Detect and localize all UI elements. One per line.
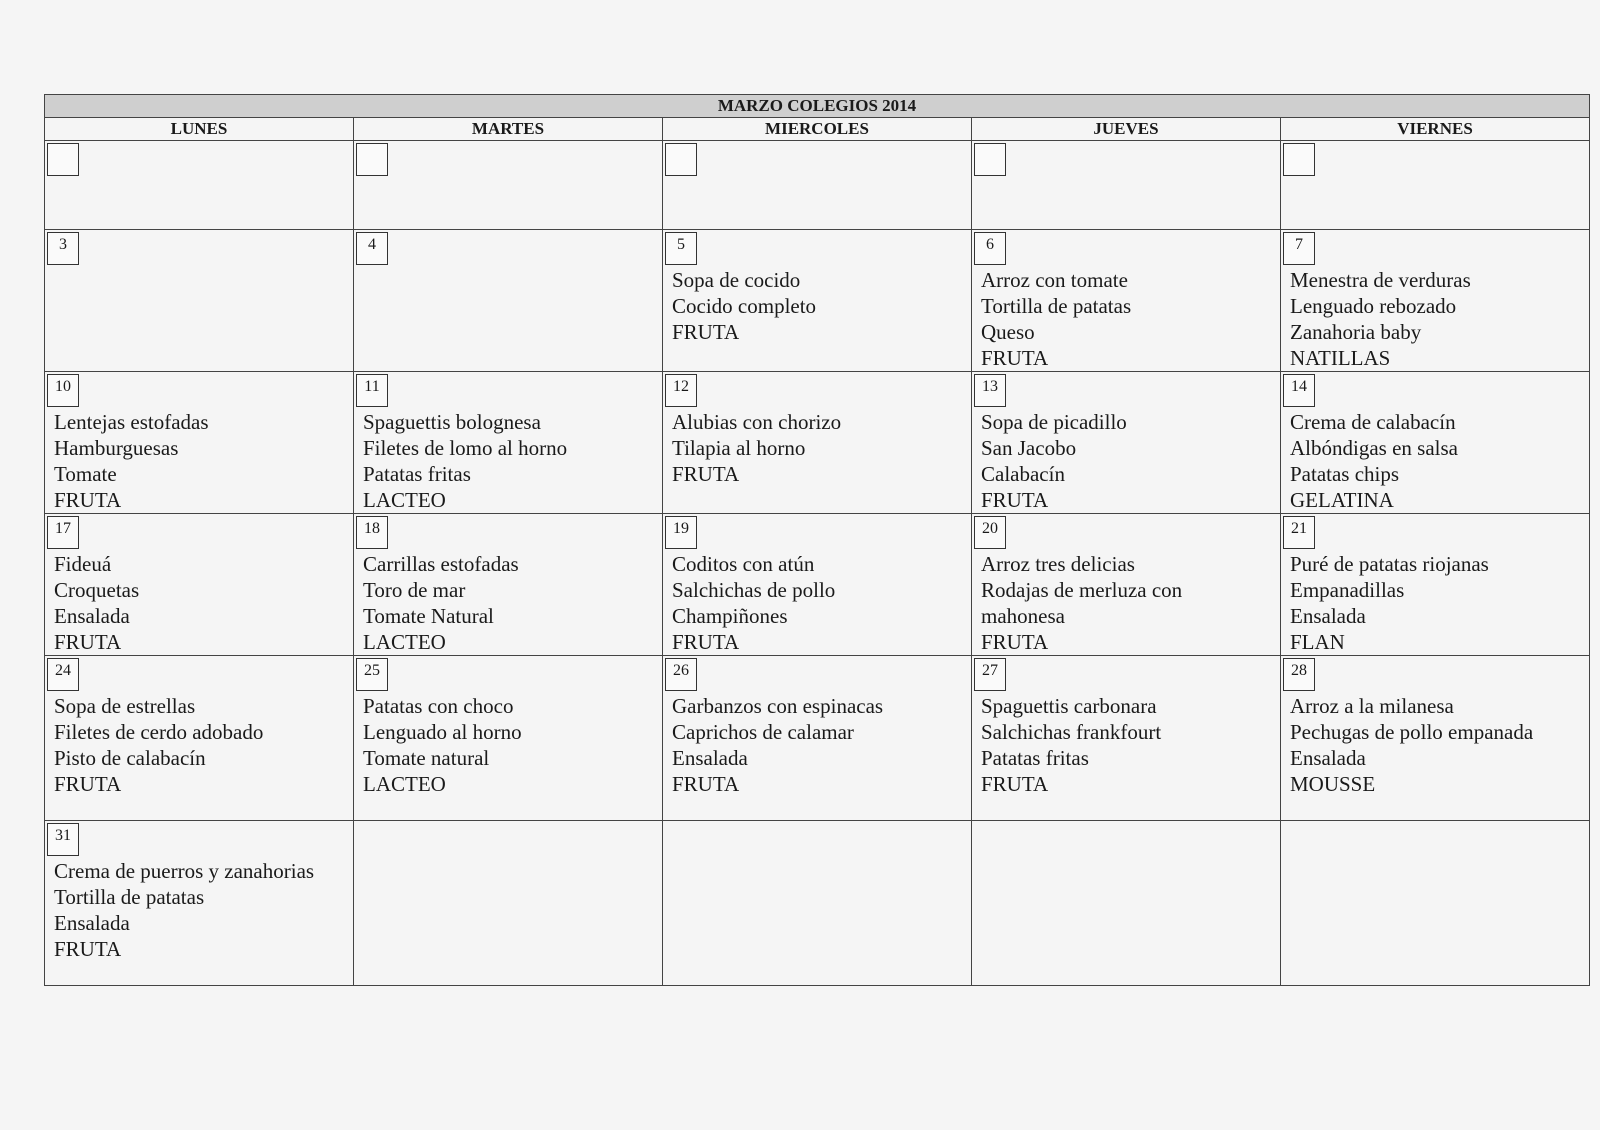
day-cell	[45, 372, 354, 514]
date-number-box: 24	[47, 658, 79, 691]
dish-item: FRUTA	[54, 630, 122, 654]
date-number-box: 31	[47, 823, 79, 856]
date-number-box: 20	[974, 516, 1006, 549]
dish-list	[981, 409, 1280, 513]
dish-item: Spaguettis bolognesa	[363, 410, 541, 434]
empty-cell	[972, 821, 1281, 986]
dish-list	[672, 693, 971, 797]
dish-item: Lenguado rebozado	[1290, 294, 1457, 318]
date-number-box: 21	[1283, 516, 1315, 549]
day-cell	[1281, 656, 1590, 821]
dish-item: Alubias con chorizo	[672, 410, 842, 434]
day-cell	[663, 656, 972, 821]
date-number-box: 10	[47, 374, 79, 407]
day-cell	[663, 372, 972, 514]
date-number-box: 11	[356, 374, 388, 407]
dish-list	[981, 267, 1280, 371]
dish-item: Salchichas de pollo	[672, 578, 836, 602]
day-cell	[45, 230, 354, 372]
day-cell	[1281, 514, 1590, 656]
dish-item: Arroz tres delicias	[981, 552, 1135, 576]
date-number-box: 25	[356, 658, 388, 691]
dish-item: Croquetas	[54, 578, 140, 602]
calendar-body	[45, 141, 1590, 986]
date-number-box: 4	[356, 232, 388, 265]
dish-list	[54, 551, 353, 655]
dish-item: MOUSSE	[1290, 772, 1376, 796]
day-cell	[972, 372, 1281, 514]
date-number-box: 28	[1283, 658, 1315, 691]
dish-list	[1290, 267, 1589, 371]
day-cell	[354, 656, 663, 821]
dish-item: Arroz a la milanesa	[1290, 694, 1454, 718]
dish-list	[672, 267, 971, 345]
dish-item: Zanahoria baby	[1290, 320, 1422, 344]
day-cell	[663, 141, 972, 230]
day-cell	[663, 514, 972, 656]
date-number-box	[1283, 143, 1315, 176]
calendar-title: MARZO COLEGIOS 2014	[45, 95, 1590, 118]
menu-calendar-table	[44, 94, 1590, 986]
dish-item: Albóndigas en salsa	[1290, 436, 1458, 460]
date-number-box: 18	[356, 516, 388, 549]
dish-list	[981, 693, 1280, 797]
dish-item: Spaguettis carbonara	[981, 694, 1157, 718]
date-number-box: 5	[665, 232, 697, 265]
dish-item: Champiñones	[672, 604, 788, 628]
dish-item: Fideuá	[54, 552, 112, 576]
empty-cell	[1281, 821, 1590, 986]
day-cell	[354, 372, 663, 514]
dish-item: FRUTA	[981, 488, 1049, 512]
dish-item: Empanadillas	[1290, 578, 1405, 602]
week-row	[45, 821, 1590, 986]
dish-item: mahonesa	[981, 604, 1065, 628]
dish-item: FRUTA	[54, 772, 122, 796]
date-number-box: 27	[974, 658, 1006, 691]
dish-item: Caprichos de calamar	[672, 720, 854, 744]
date-number-box: 13	[974, 374, 1006, 407]
date-number-box: 17	[47, 516, 79, 549]
day-header-viernes: VIERNES	[1281, 118, 1590, 141]
date-number-box	[665, 143, 697, 176]
dish-item: NATILLAS	[1290, 346, 1391, 370]
dish-item: Tomate natural	[363, 746, 490, 770]
dish-item: Lenguado al horno	[363, 720, 522, 744]
dish-item: FRUTA	[981, 630, 1049, 654]
dish-list	[54, 409, 353, 513]
dish-item: Ensalada	[1290, 604, 1366, 628]
date-number-box: 12	[665, 374, 697, 407]
date-number-box: 6	[974, 232, 1006, 265]
dish-item: GELATINA	[1290, 488, 1394, 512]
dish-item: Hamburguesas	[54, 436, 179, 460]
date-number-box	[356, 143, 388, 176]
date-number-box: 7	[1283, 232, 1315, 265]
dish-list	[1290, 551, 1589, 655]
dish-item: Salchichas frankfourt	[981, 720, 1162, 744]
dish-item: LACTEO	[363, 488, 446, 512]
dish-item: Tomate Natural	[363, 604, 494, 628]
dish-item: FRUTA	[672, 630, 740, 654]
dish-item: Cocido completo	[672, 294, 817, 318]
dish-item: Toro de mar	[363, 578, 466, 602]
dish-item: Rodajas de merluza con	[981, 578, 1183, 602]
date-number-box: 14	[1283, 374, 1315, 407]
dish-item: LACTEO	[363, 630, 446, 654]
dish-list	[363, 409, 662, 513]
date-number-box: 19	[665, 516, 697, 549]
day-cell	[663, 230, 972, 372]
dish-list	[54, 858, 353, 962]
dish-list	[363, 693, 662, 797]
dish-list	[672, 551, 971, 655]
day-header-jueves: JUEVES	[972, 118, 1281, 141]
dish-item: Crema de puerros y zanahorias	[54, 859, 315, 883]
date-number-box	[47, 143, 79, 176]
dish-item: Arroz con tomate	[981, 268, 1128, 292]
day-cell	[45, 514, 354, 656]
dish-item: Queso	[981, 320, 1035, 344]
day-header-miercoles: MIERCOLES	[663, 118, 972, 141]
week-row	[45, 141, 1590, 230]
dish-item: Sopa de estrellas	[54, 694, 196, 718]
dish-item: Ensalada	[1290, 746, 1366, 770]
dish-item: Menestra de verduras	[1290, 268, 1471, 292]
dish-item: Tilapia al horno	[672, 436, 806, 460]
dish-item: Coditos con atún	[672, 552, 815, 576]
dish-item: Tortilla de patatas	[54, 885, 205, 909]
week-row	[45, 230, 1590, 372]
dish-item: Filetes de lomo al horno	[363, 436, 568, 460]
dish-item: San Jacobo	[981, 436, 1077, 460]
day-cell	[972, 141, 1281, 230]
dish-item: Puré de patatas riojanas	[1290, 552, 1489, 576]
dish-item: Pechugas de pollo empanada	[1290, 720, 1534, 744]
dish-item: Ensalada	[672, 746, 748, 770]
date-number-box: 26	[665, 658, 697, 691]
dish-item: LACTEO	[363, 772, 446, 796]
dish-item: FRUTA	[672, 462, 740, 486]
day-cell	[354, 230, 663, 372]
empty-cell	[354, 821, 663, 986]
day-cell	[972, 656, 1281, 821]
dish-item: Tomate	[54, 462, 117, 486]
day-cell	[1281, 230, 1590, 372]
empty-cell	[663, 821, 972, 986]
dish-item: Sopa de cocido	[672, 268, 801, 292]
day-cell	[354, 141, 663, 230]
dish-list	[981, 551, 1280, 655]
dish-item: FRUTA	[672, 320, 740, 344]
day-cell	[45, 821, 354, 986]
dish-item: Garbanzos con espinacas	[672, 694, 884, 718]
dish-item: Ensalada	[54, 604, 130, 628]
day-cell	[354, 514, 663, 656]
dish-item: Tortilla de patatas	[981, 294, 1132, 318]
dish-item: Patatas fritas	[981, 746, 1089, 770]
dish-item: Ensalada	[54, 911, 130, 935]
dish-list	[363, 551, 662, 655]
dish-item: Patatas con choco	[363, 694, 514, 718]
week-row	[45, 656, 1590, 821]
dish-item: Carrillas estofadas	[363, 552, 519, 576]
dish-item: Lentejas estofadas	[54, 410, 209, 434]
day-cell	[972, 514, 1281, 656]
dish-item: FRUTA	[981, 346, 1049, 370]
date-number-box	[974, 143, 1006, 176]
dish-item: FRUTA	[672, 772, 740, 796]
dish-list	[1290, 693, 1589, 797]
day-cell	[45, 656, 354, 821]
dish-item: Filetes de cerdo adobado	[54, 720, 264, 744]
dish-item: Crema de calabacín	[1290, 410, 1456, 434]
dish-item: FRUTA	[981, 772, 1049, 796]
dish-item: Pisto de calabacín	[54, 746, 206, 770]
day-cell	[1281, 141, 1590, 230]
day-header-martes: MARTES	[354, 118, 663, 141]
dish-list	[1290, 409, 1589, 513]
week-row	[45, 514, 1590, 656]
day-header-lunes: LUNES	[45, 118, 354, 141]
dish-item: FLAN	[1290, 630, 1345, 654]
dish-item: FRUTA	[54, 488, 122, 512]
dish-list	[54, 693, 353, 797]
day-cell	[45, 141, 354, 230]
day-cell	[972, 230, 1281, 372]
day-cell	[1281, 372, 1590, 514]
date-number-box: 3	[47, 232, 79, 265]
dish-list	[672, 409, 971, 487]
dish-item: Calabacín	[981, 462, 1065, 486]
dish-item: Sopa de picadillo	[981, 410, 1127, 434]
week-row	[45, 372, 1590, 514]
dish-item: Patatas fritas	[363, 462, 471, 486]
dish-item: Patatas chips	[1290, 462, 1400, 486]
dish-item: FRUTA	[54, 937, 122, 961]
